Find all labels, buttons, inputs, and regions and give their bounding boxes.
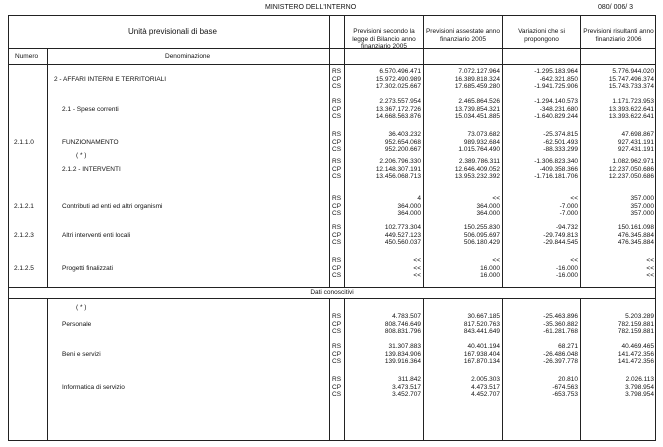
row-numero: 2.1.2.5: [14, 265, 34, 272]
row-code: RS: [332, 98, 342, 105]
row-code: RS: [332, 313, 342, 320]
row-value: 13.367.172.726: [375, 105, 421, 113]
row-value: -61.281.768: [543, 328, 578, 335]
row-code: CS: [332, 210, 342, 217]
row-value: -1.295.183.964: [534, 68, 578, 75]
row-value: 141.472.356: [617, 350, 654, 358]
row-value: 782.159.881: [617, 328, 654, 335]
row-value: 364.000: [397, 202, 421, 210]
row-value: 476.345.884: [617, 231, 654, 239]
row-value: 2.465.864.526: [458, 98, 500, 105]
col-divider: [344, 15, 345, 287]
col-divider: [423, 15, 424, 287]
row-code: RS: [332, 68, 342, 75]
row-value: 506.095.697: [463, 231, 500, 239]
row-value: 2.026.113: [625, 376, 654, 383]
row-value: -1.306.823.340: [534, 158, 578, 165]
row-value: 364.000: [397, 210, 421, 217]
note-star: ( * ): [76, 304, 87, 311]
col1-header: Previsioni secondo la legge di Bilancio anno finanziario 2005: [352, 28, 416, 50]
row-code: CP: [332, 383, 342, 391]
row-value: 2.005.303: [471, 376, 500, 383]
denominazione-header: Denominazione: [165, 53, 211, 60]
row-code: CP: [332, 138, 342, 146]
row-value: 139.834.906: [384, 350, 421, 358]
row-value: 15.972.490.989: [375, 75, 421, 83]
row-value: 12.646.409.052: [454, 165, 500, 173]
row-value: 17.302.025.667: [375, 83, 421, 90]
row-value: 68.271: [558, 343, 578, 350]
page-reference: 080/ 006/ 3: [598, 4, 634, 11]
row-code: CP: [332, 202, 342, 210]
row-code: RS: [332, 257, 342, 264]
row-value: -409.358.366: [539, 165, 578, 173]
row-value: 12.237.050.686: [608, 173, 654, 180]
row-code: CS: [332, 113, 342, 120]
col-divider: [47, 48, 48, 287]
row-value: -62.501.493: [543, 138, 578, 146]
header-divider: [8, 48, 656, 49]
row-code: CS: [332, 83, 342, 90]
section-title: Dati conoscitivi: [310, 289, 354, 296]
note-star: ( * ): [76, 152, 87, 159]
row-code: CP: [332, 320, 342, 328]
row-value: 808.746.649: [384, 320, 421, 328]
row-code: RS: [332, 195, 342, 202]
row-value: 7.072.127.964: [458, 68, 500, 75]
row-value: 40.469.465: [621, 343, 654, 350]
row-value: 15.034.451.885: [454, 113, 500, 120]
row-value: 5.203.289: [625, 313, 654, 320]
row-denominazione: FUNZIONAMENTO: [62, 139, 119, 146]
row-value: 989.932.684: [463, 138, 500, 146]
row-value: 782.159.881: [617, 320, 654, 328]
row-code: CS: [332, 272, 342, 279]
row-numero: 2.1.2.1: [14, 203, 34, 210]
row-value: 17.685.459.280: [454, 83, 500, 90]
row-denominazione: Progetti finalizzati: [62, 265, 113, 272]
row-value: 13.393.622.641: [608, 105, 654, 113]
row-value: 5.776.944.020: [612, 68, 654, 75]
row-value: 506.180.429: [463, 239, 500, 246]
row-value: -26.397.778: [543, 358, 578, 365]
row-value: 15.743.733.374: [608, 83, 654, 90]
row-value: -88.333.299: [543, 146, 578, 153]
numero-header: Numero: [15, 53, 39, 60]
row-value: 3.452.707: [392, 391, 421, 398]
row-value: <<: [413, 272, 421, 279]
row-code: CP: [332, 231, 342, 239]
row-value: 16.389.818.324: [454, 75, 500, 83]
col-divider: [344, 298, 345, 441]
row-value: 13.456.068.713: [375, 173, 421, 180]
row-value: 15.747.496.374: [608, 75, 654, 83]
row-value: 12.148.307.191: [375, 165, 421, 173]
row-value: 13.393.622.641: [608, 113, 654, 120]
row-value: 843.441.649: [463, 328, 500, 335]
row-value: -16.000: [555, 264, 578, 272]
row-value: 73.073.682: [467, 131, 500, 138]
row-value: 2.206.796.330: [379, 158, 421, 165]
row-code: CS: [332, 358, 342, 365]
section-divider-bottom: [8, 298, 656, 299]
row-value: 16.000: [480, 272, 500, 279]
row-denominazione: Altri interventi enti locali: [62, 232, 131, 239]
col-divider: [423, 298, 424, 441]
col4-header: Previsioni risultanti anno finanziario 2006: [583, 28, 654, 43]
row-value: <<: [646, 257, 654, 264]
row-value: <<: [646, 264, 654, 272]
row-value: 36.403.232: [388, 131, 421, 138]
row-value: -1.294.140.573: [534, 98, 578, 105]
row-denominazione: 2 - AFFARI INTERNI E TERRITORIALI: [54, 76, 167, 83]
row-code: CP: [332, 105, 342, 113]
row-value: 364.000: [476, 210, 500, 217]
row-value: 4.473.517: [471, 383, 500, 391]
row-denominazione: Personale: [62, 321, 92, 328]
row-denominazione: 2.1.2 - INTERVENTI: [62, 166, 121, 173]
row-value: 364.000: [476, 202, 500, 210]
row-denominazione: 2.1 - Spese correnti: [62, 106, 119, 113]
row-value: 47.698.867: [621, 131, 654, 138]
row-value: 2.273.557.954: [379, 98, 421, 105]
row-value: -26.486.048: [543, 350, 578, 358]
row-value: 476.345.884: [617, 239, 654, 246]
row-value: 31.307.883: [388, 343, 421, 350]
row-value: 449.527.123: [384, 231, 421, 239]
row-value: 4.783.507: [392, 313, 421, 320]
row-value: -348.231.680: [539, 105, 578, 113]
row-value: 4: [417, 195, 421, 202]
row-code: RS: [332, 131, 342, 138]
row-value: 3.473.517: [392, 383, 421, 391]
row-code: CS: [332, 391, 342, 398]
row-value: -1.941.725.906: [534, 83, 578, 90]
row-value: <<: [570, 195, 578, 202]
row-value: -29.749.813: [543, 231, 578, 239]
col-divider: [47, 298, 48, 441]
row-value: 150.255.830: [463, 224, 500, 231]
row-value: -642.321.850: [539, 75, 578, 83]
row-value: 357.000: [630, 210, 654, 217]
row-denominazione: Informatica di servizio: [62, 384, 125, 391]
row-value: 167.870.134: [463, 358, 500, 365]
row-value: 13.953.232.392: [454, 173, 500, 180]
row-value: <<: [413, 264, 421, 272]
row-value: -25.374.815: [543, 131, 578, 138]
row-code: CP: [332, 75, 342, 83]
row-value: <<: [646, 272, 654, 279]
row-value: 30.667.185: [467, 313, 500, 320]
row-value: -674.563: [552, 383, 578, 391]
section-divider: [8, 287, 656, 288]
row-code: RS: [332, 343, 342, 350]
col-divider: [329, 15, 330, 287]
row-value: 357.000: [630, 195, 654, 202]
row-value: 12.237.050.686: [608, 165, 654, 173]
row-value: 102.773.304: [384, 224, 421, 231]
row-value: 167.938.404: [463, 350, 500, 358]
row-value: 4.452.707: [471, 391, 500, 398]
row-value: -653.753: [552, 391, 578, 398]
row-value: 817.520.763: [463, 320, 500, 328]
row-value: -7.000: [559, 210, 578, 217]
row-code: CP: [332, 264, 342, 272]
row-value: 139.916.364: [384, 358, 421, 365]
row-denominazione: Beni e servizi: [62, 351, 101, 358]
row-value: -35.360.882: [543, 320, 578, 328]
row-code: CS: [332, 173, 342, 180]
row-value: 952.654.068: [384, 138, 421, 146]
header-bottom-divider: [8, 64, 656, 65]
row-value: 141.472.356: [617, 358, 654, 365]
row-code: CP: [332, 165, 342, 173]
row-value: 6.570.496.471: [379, 68, 421, 75]
row-value: -7.000: [559, 202, 578, 210]
row-value: 1.015.764.490: [458, 146, 500, 153]
ministry-header: MINISTERO DELL'INTERNO: [265, 4, 357, 11]
col-divider: [502, 298, 503, 441]
row-value: 2.389.786.311: [458, 158, 500, 165]
row-value: 450.560.037: [384, 239, 421, 246]
row-value: 808.831.796: [384, 328, 421, 335]
col-divider: [502, 15, 503, 287]
row-value: 14.668.563.876: [375, 113, 421, 120]
row-code: CS: [332, 328, 342, 335]
row-value: 13.739.854.321: [454, 105, 500, 113]
row-value: 1.171.723.953: [612, 98, 654, 105]
row-value: 357.000: [630, 202, 654, 210]
row-value: 1.082.962.971: [612, 158, 654, 165]
row-value: <<: [570, 257, 578, 264]
col-divider: [329, 298, 330, 441]
row-code: CP: [332, 350, 342, 358]
col3-header: Variazioni che si propongono: [518, 28, 565, 43]
row-denominazione: Contributi ad enti ed altri organismi: [62, 203, 163, 210]
row-value: -94.732: [555, 224, 578, 231]
row-value: 311.842: [397, 376, 421, 383]
row-numero: 2.1.2.3: [14, 232, 34, 239]
row-value: 3.798.954: [625, 383, 654, 391]
unit-header: Unità previsionali di base: [128, 27, 217, 36]
row-value: 40.401.194: [467, 343, 500, 350]
row-value: -25.463.896: [543, 313, 578, 320]
row-value: 952.200.667: [384, 146, 421, 153]
col2-header: Previsioni assestate anno finanziario 2005: [425, 28, 501, 43]
row-value: -1.640.829.244: [534, 113, 578, 120]
row-code: RS: [332, 158, 342, 165]
row-value: -1.716.181.706: [534, 173, 578, 180]
row-code: CS: [332, 239, 342, 246]
row-value: 16.000: [480, 264, 500, 272]
row-code: CS: [332, 146, 342, 153]
row-numero: 2.1.1.0: [14, 139, 34, 146]
row-value: -29.844.545: [543, 239, 578, 246]
row-value: <<: [413, 257, 421, 264]
row-value: <<: [492, 195, 500, 202]
row-value: <<: [492, 257, 500, 264]
row-value: 150.161.098: [617, 224, 654, 231]
row-code: RS: [332, 224, 342, 231]
row-value: -16.000: [555, 272, 578, 279]
row-value: 3.798.954: [625, 391, 654, 398]
row-value: 927.431.191: [617, 138, 654, 146]
row-code: RS: [332, 376, 342, 383]
row-value: 20.810: [558, 376, 578, 383]
row-value: 927.431.191: [617, 146, 654, 153]
